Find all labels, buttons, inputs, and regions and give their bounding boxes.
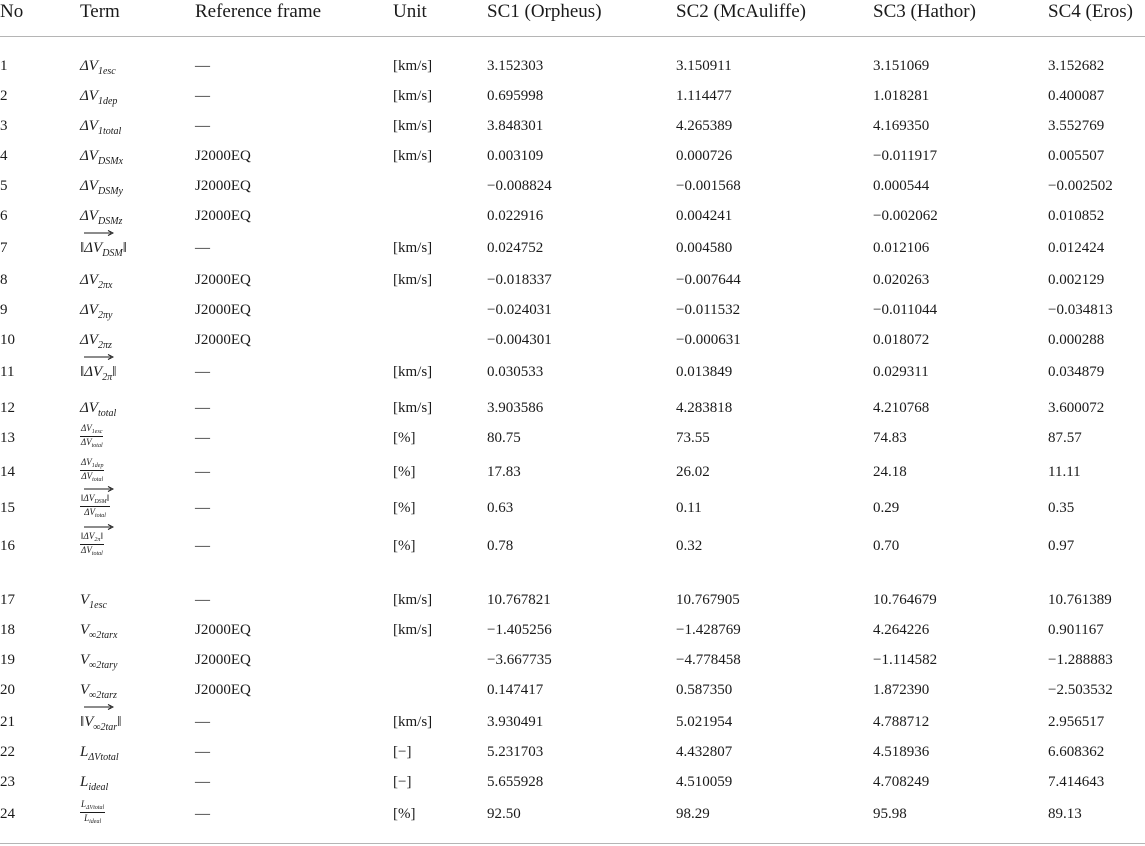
table-row bbox=[0, 742, 1145, 766]
reference-frame: — bbox=[195, 538, 210, 554]
table-row bbox=[0, 56, 1145, 80]
row-number: 4 bbox=[0, 148, 8, 164]
sc4-value: 0.000288 bbox=[1048, 332, 1105, 348]
sc4-value: 0.010852 bbox=[1048, 208, 1105, 224]
term-symbol: $\Delta V_{2\pi z}$ bbox=[80, 332, 112, 351]
unit: [%] bbox=[393, 538, 416, 554]
sc3-value: −1.114582 bbox=[873, 652, 938, 668]
reference-frame: J2000EQ bbox=[195, 148, 251, 164]
sc1-value: 3.848301 bbox=[487, 118, 544, 134]
term-symbol: ‖ $V_{\infty 2tar}‖$ bbox=[80, 712, 121, 734]
sc1-value: 0.030533 bbox=[487, 364, 544, 380]
table-row bbox=[0, 86, 1145, 110]
term-symbol: $\Delta V_{DSMz}$ bbox=[80, 208, 123, 227]
reference-frame: — bbox=[195, 714, 210, 730]
sc2-value: −1.428769 bbox=[676, 622, 741, 638]
sc4-value: 87.57 bbox=[1048, 430, 1082, 446]
row-number: 6 bbox=[0, 208, 8, 224]
reference-frame: — bbox=[195, 430, 210, 446]
sc2-value: 0.013849 bbox=[676, 364, 733, 380]
reference-frame: — bbox=[195, 364, 210, 380]
sc4-value: 0.002129 bbox=[1048, 272, 1105, 288]
term-symbol: ‖ $\Delta V_{2\pi}‖$ bbox=[80, 362, 116, 384]
term-symbol: $\Delta V_{1total}$ bbox=[80, 118, 122, 137]
table-row bbox=[0, 772, 1145, 796]
header-unit: Unit bbox=[393, 1, 427, 22]
table-row bbox=[0, 650, 1145, 674]
sc2-value: 1.114477 bbox=[676, 88, 732, 104]
table-bottom-rule bbox=[0, 843, 1145, 844]
unit: [%] bbox=[393, 806, 416, 822]
sc3-value: −0.011044 bbox=[873, 302, 938, 318]
sc3-value: 4.518936 bbox=[873, 744, 930, 760]
sc3-value: 74.83 bbox=[873, 430, 907, 446]
sc2-value: 4.265389 bbox=[676, 118, 733, 134]
sc3-value: 1.018281 bbox=[873, 88, 930, 104]
sc3-value: 0.018072 bbox=[873, 332, 930, 348]
term-symbol: $\Delta V_{1dep}$ bbox=[80, 88, 118, 107]
term-symbol: $\frac{\Delta V_{1dep}}{\Delta V_{total}}$ bbox=[81, 457, 104, 483]
sc3-value: 1.872390 bbox=[873, 682, 930, 698]
unit: [km/s] bbox=[393, 118, 433, 134]
sc1-value: 5.231703 bbox=[487, 744, 544, 760]
term-symbol: $\Delta V_{total}$ bbox=[80, 400, 117, 419]
table-row bbox=[0, 799, 1145, 828]
sc4-value: 0.400087 bbox=[1048, 88, 1105, 104]
sc4-value: 0.97 bbox=[1048, 538, 1075, 554]
sc2-value: 4.510059 bbox=[676, 774, 733, 790]
sc3-value: −0.011917 bbox=[873, 148, 938, 164]
sc4-value: 7.414643 bbox=[1048, 774, 1105, 790]
reference-frame: J2000EQ bbox=[195, 302, 251, 318]
sc1-value: 5.655928 bbox=[487, 774, 544, 790]
reference-frame: J2000EQ bbox=[195, 178, 251, 194]
sc4-value: −0.034813 bbox=[1048, 302, 1113, 318]
table-row bbox=[0, 176, 1145, 200]
sc4-value: 10.761389 bbox=[1048, 592, 1112, 608]
header-no: No bbox=[0, 1, 24, 22]
header-sc2: SC2 (McAuliffe) bbox=[676, 1, 806, 22]
sc3-value: 10.764679 bbox=[873, 592, 937, 608]
header-sc1: SC1 (Orpheus) bbox=[487, 1, 602, 22]
row-number: 22 bbox=[0, 744, 15, 760]
sc1-value: 0.695998 bbox=[487, 88, 544, 104]
sc1-value: 0.78 bbox=[487, 538, 514, 554]
row-number: 16 bbox=[0, 538, 15, 554]
unit: [km/s] bbox=[393, 622, 433, 638]
sc4-value: 2.956517 bbox=[1048, 714, 1105, 730]
term-symbol: $L_{\Delta Vtotal}$ bbox=[80, 744, 119, 763]
table-row bbox=[0, 493, 1145, 522]
reference-frame: — bbox=[195, 592, 210, 608]
unit: [%] bbox=[393, 430, 416, 446]
term-symbol: $V_{\infty 2tarx}$ bbox=[80, 622, 118, 641]
unit: [km/s] bbox=[393, 592, 433, 608]
sc1-value: 10.767821 bbox=[487, 592, 551, 608]
table-row bbox=[0, 680, 1145, 704]
sc4-value: 0.012424 bbox=[1048, 240, 1105, 256]
sc1-value: 17.83 bbox=[487, 464, 521, 480]
sc4-value: 6.608362 bbox=[1048, 744, 1105, 760]
table-row bbox=[0, 457, 1145, 486]
row-number: 11 bbox=[0, 364, 15, 380]
term-symbol: ‖ $\Delta V_{DSM}‖$ $\Delta V_{total}$ bbox=[80, 494, 110, 519]
row-number: 12 bbox=[0, 400, 15, 416]
row-number: 13 bbox=[0, 430, 15, 446]
sc3-value: 24.18 bbox=[873, 464, 907, 480]
sc1-value: −0.018337 bbox=[487, 272, 552, 288]
sc4-value: 3.152682 bbox=[1048, 58, 1105, 74]
unit: [−] bbox=[393, 744, 412, 760]
term-symbol: $V_{1esc}$ bbox=[80, 592, 107, 611]
sc4-value: 0.35 bbox=[1048, 500, 1075, 516]
sc1-value: 0.147417 bbox=[487, 682, 544, 698]
reference-frame: J2000EQ bbox=[195, 272, 251, 288]
sc2-value: 3.150911 bbox=[676, 58, 732, 74]
sc4-value: 89.13 bbox=[1048, 806, 1082, 822]
row-number: 23 bbox=[0, 774, 15, 790]
unit: [%] bbox=[393, 500, 416, 516]
reference-frame: J2000EQ bbox=[195, 682, 251, 698]
sc3-value: 95.98 bbox=[873, 806, 907, 822]
sc2-value: 10.767905 bbox=[676, 592, 740, 608]
sc1-value: 3.930491 bbox=[487, 714, 544, 730]
sc1-value: −0.004301 bbox=[487, 332, 552, 348]
sc3-value: 0.020263 bbox=[873, 272, 930, 288]
row-number: 9 bbox=[0, 302, 8, 318]
row-number: 18 bbox=[0, 622, 15, 638]
reference-frame: — bbox=[195, 240, 210, 256]
term-symbol: ‖ $\Delta V_{2\pi}‖$ $\Delta V_{total}$ bbox=[80, 532, 104, 557]
row-number: 1 bbox=[0, 58, 8, 74]
sc1-value: 0.022916 bbox=[487, 208, 544, 224]
sc2-value: 5.021954 bbox=[676, 714, 733, 730]
table-row bbox=[0, 423, 1145, 452]
sc1-value: −0.008824 bbox=[487, 178, 552, 194]
sc3-value: 4.169350 bbox=[873, 118, 930, 134]
sc3-value: 0.029311 bbox=[873, 364, 929, 380]
term-symbol: ‖ $\Delta V_{DSM}‖$ bbox=[80, 238, 127, 260]
sc3-value: 3.151069 bbox=[873, 58, 930, 74]
sc2-value: 0.32 bbox=[676, 538, 703, 554]
sc1-value: 3.903586 bbox=[487, 400, 544, 416]
unit: [km/s] bbox=[393, 58, 433, 74]
term-symbol: $\Delta V_{DSMx}$ bbox=[80, 148, 123, 167]
row-number: 17 bbox=[0, 592, 15, 608]
reference-frame: J2000EQ bbox=[195, 208, 251, 224]
unit: [km/s] bbox=[393, 148, 433, 164]
unit: [km/s] bbox=[393, 272, 433, 288]
sc3-value: 4.264226 bbox=[873, 622, 930, 638]
sc3-value: 4.210768 bbox=[873, 400, 930, 416]
sc4-value: 3.552769 bbox=[1048, 118, 1105, 134]
reference-frame: — bbox=[195, 806, 210, 822]
table-row bbox=[0, 590, 1145, 614]
sc1-value: −1.405256 bbox=[487, 622, 552, 638]
unit: [km/s] bbox=[393, 400, 433, 416]
reference-frame: — bbox=[195, 464, 210, 480]
table-header bbox=[0, 0, 1145, 37]
sc1-value: 80.75 bbox=[487, 430, 521, 446]
sc4-value: 0.034879 bbox=[1048, 364, 1105, 380]
reference-frame: — bbox=[195, 400, 210, 416]
table-row bbox=[0, 712, 1145, 736]
unit: [km/s] bbox=[393, 714, 433, 730]
sc4-value: 11.11 bbox=[1048, 464, 1081, 480]
sc4-value: 0.005507 bbox=[1048, 148, 1105, 164]
sc1-value: 0.024752 bbox=[487, 240, 544, 256]
sc3-value: 0.000544 bbox=[873, 178, 930, 194]
term-symbol: $\Delta V_{2\pi x}$ bbox=[80, 272, 113, 291]
row-number: 21 bbox=[0, 714, 15, 730]
sc4-value: 0.901167 bbox=[1048, 622, 1104, 638]
sc2-value: 0.004241 bbox=[676, 208, 733, 224]
sc3-value: 4.708249 bbox=[873, 774, 930, 790]
sc1-value: 3.152303 bbox=[487, 58, 544, 74]
sc1-value: 92.50 bbox=[487, 806, 521, 822]
sc1-value: 0.63 bbox=[487, 500, 514, 516]
table-row bbox=[0, 531, 1145, 560]
term-symbol: $L_{ideal}$ bbox=[80, 774, 109, 793]
header-sc4: SC4 (Eros) bbox=[1048, 1, 1133, 22]
header-term: Term bbox=[80, 1, 120, 22]
unit: [km/s] bbox=[393, 240, 433, 256]
table-row bbox=[0, 146, 1145, 170]
row-number: 19 bbox=[0, 652, 15, 668]
row-number: 20 bbox=[0, 682, 15, 698]
sc2-value: −0.011532 bbox=[676, 302, 741, 318]
table-row bbox=[0, 300, 1145, 324]
row-number: 24 bbox=[0, 806, 15, 822]
reference-frame: — bbox=[195, 88, 210, 104]
unit: [−] bbox=[393, 774, 412, 790]
table-row bbox=[0, 238, 1145, 262]
row-number: 3 bbox=[0, 118, 8, 134]
row-number: 14 bbox=[0, 464, 15, 480]
sc2-value: 26.02 bbox=[676, 464, 710, 480]
term-symbol: $\frac{\Delta V_{1esc}}{\Delta V_{total}}$ bbox=[80, 423, 103, 449]
row-number: 8 bbox=[0, 272, 8, 288]
reference-frame: — bbox=[195, 744, 210, 760]
sc3-value: 0.29 bbox=[873, 500, 900, 516]
sc2-value: 0.587350 bbox=[676, 682, 733, 698]
sc3-value: 0.70 bbox=[873, 538, 900, 554]
unit: [km/s] bbox=[393, 88, 433, 104]
sc2-value: 0.004580 bbox=[676, 240, 733, 256]
table-row bbox=[0, 330, 1145, 354]
reference-frame: J2000EQ bbox=[195, 332, 251, 348]
sc1-value: −0.024031 bbox=[487, 302, 552, 318]
sc2-value: 4.283818 bbox=[676, 400, 733, 416]
row-number: 2 bbox=[0, 88, 8, 104]
reference-frame: — bbox=[195, 774, 210, 790]
reference-frame: — bbox=[195, 118, 210, 134]
reference-frame: J2000EQ bbox=[195, 622, 251, 638]
term-symbol: $\Delta V_{2\pi y}$ bbox=[80, 302, 113, 321]
table-row bbox=[0, 620, 1145, 644]
unit: [km/s] bbox=[393, 364, 433, 380]
sc1-value: −3.667735 bbox=[487, 652, 552, 668]
table-row bbox=[0, 206, 1145, 230]
term-symbol: $\Delta V_{DSMy}$ bbox=[80, 178, 123, 197]
header-frame: Reference frame bbox=[195, 1, 322, 22]
row-number: 10 bbox=[0, 332, 15, 348]
sc2-value: 0.11 bbox=[676, 500, 702, 516]
reference-frame: — bbox=[195, 58, 210, 74]
sc2-value: 73.55 bbox=[676, 430, 710, 446]
term-symbol: $V_{\infty 2tary}$ bbox=[80, 652, 118, 671]
sc2-value: 4.432807 bbox=[676, 744, 733, 760]
sc4-value: −2.503532 bbox=[1048, 682, 1113, 698]
sc2-value: 98.29 bbox=[676, 806, 710, 822]
sc4-value: −0.002502 bbox=[1048, 178, 1113, 194]
term-symbol: $\Delta V_{1esc}$ bbox=[80, 58, 116, 77]
reference-frame: — bbox=[195, 500, 210, 516]
sc2-value: −0.001568 bbox=[676, 178, 741, 194]
row-number: 5 bbox=[0, 178, 8, 194]
sc2-value: −0.007644 bbox=[676, 272, 741, 288]
sc2-value: −0.000631 bbox=[676, 332, 741, 348]
table-row bbox=[0, 362, 1145, 386]
header-rule bbox=[0, 36, 1145, 37]
term-symbol: $V_{\infty 2tarz}$ bbox=[80, 682, 117, 701]
row-number: 15 bbox=[0, 500, 15, 516]
unit: [%] bbox=[393, 464, 416, 480]
reference-frame: J2000EQ bbox=[195, 652, 251, 668]
sc1-value: 0.003109 bbox=[487, 148, 544, 164]
sc3-value: 0.012106 bbox=[873, 240, 930, 256]
sc2-value: −4.778458 bbox=[676, 652, 741, 668]
table-row bbox=[0, 398, 1145, 422]
sc2-value: 0.000726 bbox=[676, 148, 733, 164]
term-symbol: $\frac{L_{\Delta Vtotal}}{L_{ideal}}$ bbox=[81, 799, 105, 825]
row-number: 7 bbox=[0, 240, 8, 256]
sc4-value: 3.600072 bbox=[1048, 400, 1105, 416]
header-sc3: SC3 (Hathor) bbox=[873, 1, 976, 22]
sc3-value: −0.002062 bbox=[873, 208, 938, 224]
table-row bbox=[0, 270, 1145, 294]
sc3-value: 4.788712 bbox=[873, 714, 930, 730]
sc4-value: −1.288883 bbox=[1048, 652, 1113, 668]
table-row bbox=[0, 116, 1145, 140]
